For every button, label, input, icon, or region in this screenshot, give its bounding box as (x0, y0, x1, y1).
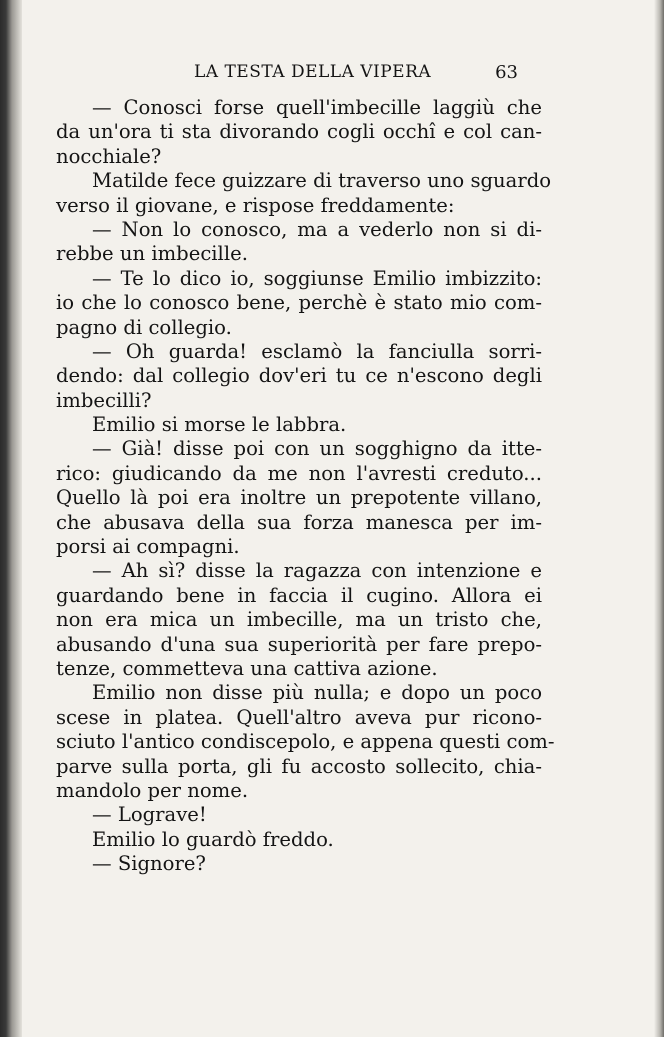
text-line: tenze, commetteva una cattiva azione. (56, 656, 438, 680)
text-line: Emilio non disse più nulla; e dopo un poco (92, 681, 542, 705)
text-line: — Già! disse poi con un sogghigno da itte- (92, 437, 542, 461)
text-line: — Oh guarda! esclamò la fanciulla sorri- (92, 339, 542, 363)
page-edge-shadow (654, 0, 664, 1037)
text-line: nocchiale? (56, 144, 162, 168)
running-head (66, 60, 518, 88)
text-line: Emilio si morse le labbra. (92, 413, 347, 437)
text-line: — Conosci forse quell'imbecille laggiù che (92, 96, 542, 119)
text-line: Quello là poi era inoltre un prepotente villano, (56, 486, 542, 510)
text-line: — Ah sì? disse la ragazza con intenzione e (92, 559, 542, 583)
text-line: sciuto l'antico condiscepolo, e appena questi com- (56, 730, 555, 754)
text-line: dendo: dal collegio dov'eri tu ce n'escono degli (56, 364, 542, 388)
text-line: rico: giudicando da me non l'avresti creduto... (56, 461, 542, 485)
text-line: abusando d'una sua superiorità per fare prepo- (56, 632, 542, 656)
text-line: — Signore? (92, 852, 206, 876)
text-line: — Non lo conosco, ma a vederlo non si di- (92, 217, 542, 241)
text-line: che abusava della sua forza manesca per im- (56, 510, 542, 534)
text-line: pagno di collegio. (56, 315, 232, 339)
text-line: non era mica un imbecille, ma un tristo che, (56, 608, 542, 632)
text-line: da un'ora ti sta divorando cogli occhî e col can- (56, 120, 542, 144)
body-text (56, 96, 555, 877)
text-line: verso il giovane, e rispose freddamente: (56, 193, 455, 217)
text-line: imbecilli? (56, 388, 152, 412)
page-number: 63 (495, 62, 518, 83)
text-line: porsi ai compagni. (56, 535, 240, 559)
text-line: — Lograve! (92, 803, 207, 827)
text-line: io che lo conosco bene, perchè è stato mio com- (56, 291, 542, 315)
text-line: scese in platea. Quell'altro aveva pur ricono- (56, 705, 542, 729)
binding-edge (0, 0, 22, 1037)
text-line: — Te lo dico io, soggiunse Emilio imbizzito: (92, 266, 542, 290)
running-title: LA TESTA DELLA VIPERA (194, 62, 432, 82)
text-line: Emilio lo guardò freddo. (92, 827, 334, 851)
text-line: parve sulla porta, gli fu accosto sollecito, chia- (56, 754, 542, 778)
text-line: Matilde fece guizzare di traverso uno sguardo (92, 169, 552, 193)
text-line: mandolo per nome. (56, 778, 249, 802)
text-line: guardando bene in faccia il cugino. Allora ei (56, 583, 542, 607)
text-line: rebbe un imbecille. (56, 242, 248, 266)
